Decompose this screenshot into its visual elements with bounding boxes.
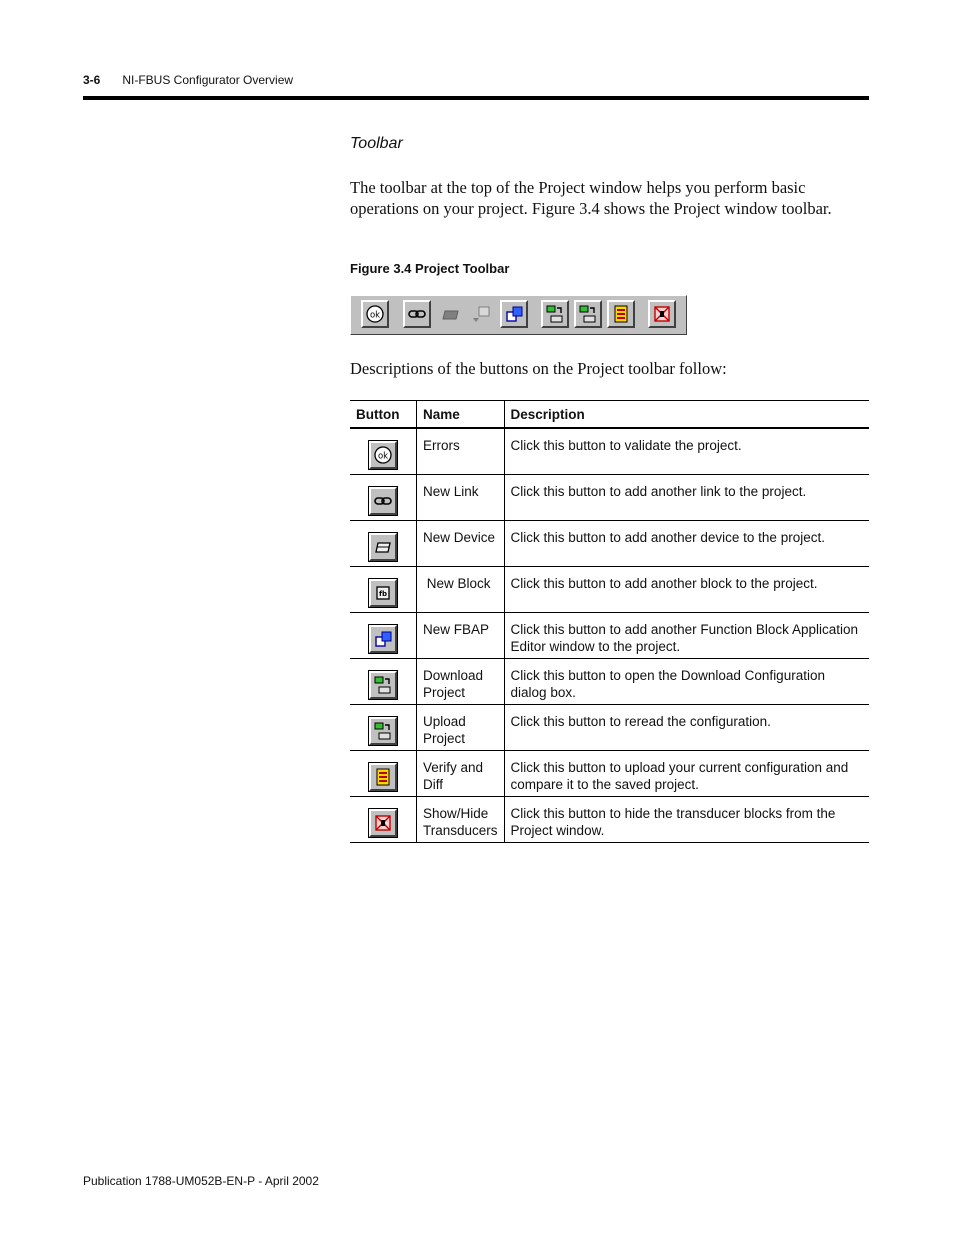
table-row <box>350 428 869 475</box>
row-name: Verify and Diff <box>417 751 505 797</box>
table-row <box>350 705 869 751</box>
table-header-row <box>350 401 869 429</box>
row-name: New FBAP <box>417 613 505 659</box>
ok-icon <box>369 441 397 469</box>
toolbar-buttons-table <box>350 400 869 843</box>
block-icon <box>369 579 397 607</box>
page-header <box>83 73 293 87</box>
row-description: Click this button to add another device to the project. <box>504 521 869 567</box>
link-icon <box>403 300 431 328</box>
row-name: Errors <box>417 428 505 475</box>
svg-text:ok: ok <box>369 310 381 321</box>
transducer-icon <box>648 300 676 328</box>
device-icon <box>369 533 397 561</box>
link-icon <box>369 487 397 515</box>
row-name: New Device <box>417 521 505 567</box>
upload-icon <box>574 300 602 328</box>
header-name: Name <box>417 401 505 429</box>
table-row <box>350 613 869 659</box>
header-description: Description <box>504 401 869 429</box>
verify-icon <box>369 763 397 791</box>
table-row <box>350 475 869 521</box>
table-row <box>350 567 869 613</box>
upload-icon <box>369 717 397 745</box>
svg-text:ok: ok <box>377 451 389 462</box>
page-footer: Publication 1788-UM052B-EN-P - April 2002 <box>83 1174 319 1188</box>
section-title: Toolbar <box>350 135 403 152</box>
verify-icon <box>607 300 635 328</box>
row-name: Upload Project <box>417 705 505 751</box>
table-row <box>350 797 869 843</box>
row-description: Click this button to add another block to the project. <box>504 567 869 613</box>
svg-text:fb: fb <box>378 590 388 598</box>
fbap-icon <box>500 300 528 328</box>
row-description: Click this button to hide the transducer blocks from the Project window. <box>504 797 869 843</box>
row-name: New Link <box>417 475 505 521</box>
table-row <box>350 751 869 797</box>
ok-icon <box>361 300 389 328</box>
row-description: Click this button to upload your current configuration and compare it to the saved project. <box>504 751 869 797</box>
table-row <box>350 521 869 567</box>
header-button: Button <box>350 401 417 429</box>
figure-caption: Figure 3.4 Project Toolbar <box>350 261 510 276</box>
intro-paragraph: The toolbar at the top of the Project window helps you perform basic operations on your project. Figure 3.4 shows the Project window toolbar. <box>350 178 832 218</box>
row-name: Download Project <box>417 659 505 705</box>
row-description: Click this button to open the Download Configuration dialog box. <box>504 659 869 705</box>
row-description: Click this button to add another link to the project. <box>504 475 869 521</box>
chapter-title: NI-FBUS Configurator Overview <box>122 73 294 87</box>
device-icon <box>437 300 465 328</box>
download-icon <box>541 300 569 328</box>
page-number: 3-6 <box>83 73 101 87</box>
table-intro-paragraph: Descriptions of the buttons on the Project toolbar follow: <box>350 359 727 378</box>
row-description: Click this button to reread the configuration. <box>504 705 869 751</box>
table-row <box>350 659 869 705</box>
transducer-icon <box>369 809 397 837</box>
row-description: Click this button to validate the project. <box>504 428 869 475</box>
project-toolbar-figure <box>350 295 687 335</box>
fbap-icon <box>369 625 397 653</box>
header-rule <box>83 96 869 100</box>
row-description: Click this button to add another Function Block Application Editor window to the project. <box>504 613 869 659</box>
row-name: New Block <box>417 567 505 613</box>
row-name: Show/Hide Transducers <box>417 797 505 843</box>
download-icon <box>369 671 397 699</box>
block-icon <box>467 300 495 328</box>
